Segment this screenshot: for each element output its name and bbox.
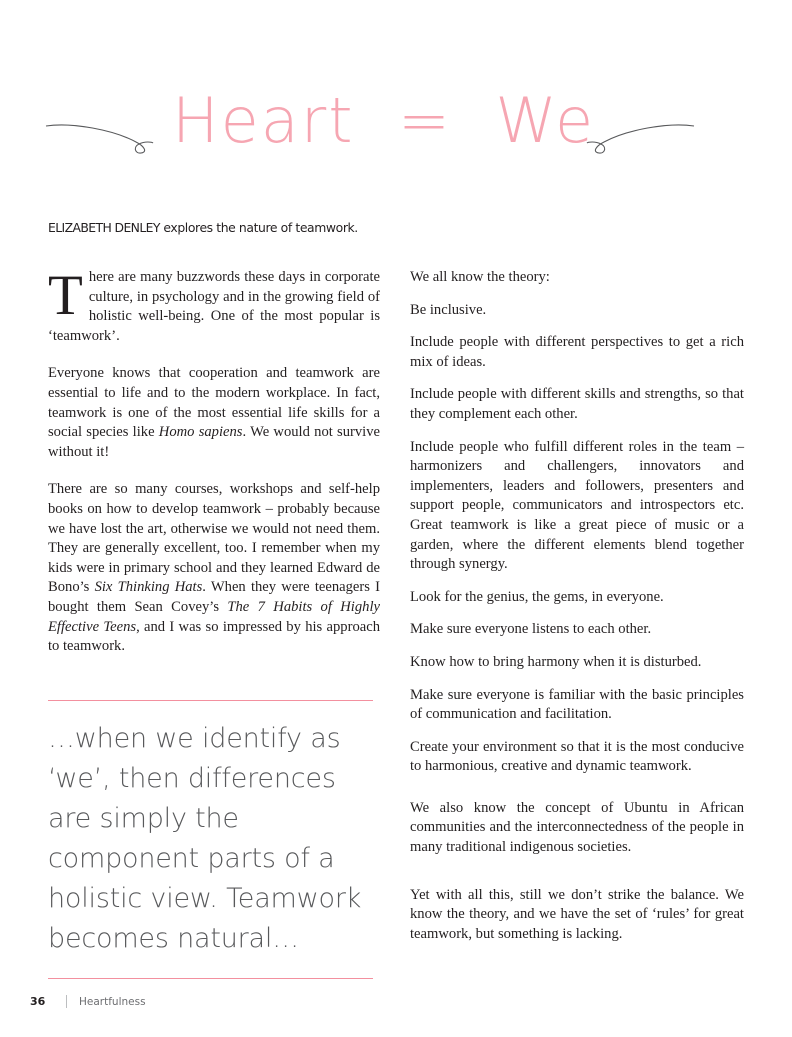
paragraph-text: Yet with all this, still we don’t strike the balance. We know the theory, and we have the set of ‘rules’ for great teamwork, but something is lacking. bbox=[410, 886, 744, 942]
author-name: ELIZABETH DENLEY bbox=[48, 220, 160, 235]
paragraph-text: Be inclusive. bbox=[410, 301, 487, 318]
pullquote-block bbox=[48, 700, 378, 959]
page-header bbox=[0, 46, 792, 156]
drop-cap: T bbox=[48, 264, 83, 327]
paragraph-text: Include people who fulfill different roles in the team – harmonizers and challengers, innovators and implementers, leaders and followers, presenters and support people, communicators and introspectors etc. Great teamwork is like a great piece of music or a garden, where the different elements blend together through synergy. bbox=[410, 438, 744, 573]
pullquote-text: …when we identify as ‘we’, then differences are simply the component parts of a holistic view. Teamwork becomes natural… bbox=[48, 723, 362, 954]
footer-divider bbox=[66, 995, 67, 1008]
italic-term: Homo sapiens bbox=[158, 424, 243, 441]
swirl-flourish-left-icon bbox=[44, 120, 154, 156]
right-column bbox=[410, 268, 744, 957]
paragraph-text: We also know the concept of Ubuntu in African communities and the interconnectedness of the people in many traditional indigenous societies. bbox=[410, 799, 744, 856]
page-title: Heart = We bbox=[172, 84, 596, 157]
page-number: 36 bbox=[30, 995, 46, 1008]
italic-term: Six Thinking Hats bbox=[94, 579, 203, 596]
paragraph-text: We all know the theory: bbox=[410, 269, 550, 285]
paragraph-text: Everyone knows that cooperation and teamwork are essential to life and to the modern workplace. In fact, teamwork is one of the most essential life skills for a social species like Homo sapiens. We would not survive without it! bbox=[48, 365, 380, 460]
page-footer bbox=[30, 995, 430, 1008]
paragraph-text: Create your environment so that it is the most conducive to harmonious, creative and dynamic teamwork. bbox=[410, 738, 744, 775]
swirl-flourish-right-icon bbox=[586, 120, 696, 156]
paragraph-text: Make sure everyone listens to each other. bbox=[410, 621, 652, 638]
paragraph-text: Make sure everyone is familiar with the basic principles of communication and facilitation. bbox=[410, 686, 744, 723]
publication-name: Heartfulness bbox=[79, 995, 146, 1008]
paragraph-intro bbox=[48, 264, 380, 346]
left-column bbox=[48, 264, 381, 675]
standfirst-rest: explores the nature of teamwork. bbox=[159, 220, 358, 235]
paragraph-text: here are many buzzwords these days in corporate culture, in psychology and in the growing field of holistic well-being. One of the most popular is ‘teamwork’. bbox=[48, 269, 380, 344]
paragraph-text: Look for the genius, the gems, in everyone. bbox=[410, 588, 664, 605]
pullquote-bottom-rule bbox=[48, 978, 373, 979]
paragraph-text: Include people with different perspectives to get a rich mix of ideas. bbox=[410, 334, 744, 370]
paragraph-text: There are so many courses, workshops and self-help books on how to develop teamwork – probably because we have lost the art, otherwise we would not need them. They are generally excellent, too. I remember when my kids were in primary school and they learned Edward de Bono’s Six Thinking Hats. When they were teenagers I bought them Sean Covey’s The 7 Habits of Highly Effective Teens, and I was so impressed by his approach to teamwork. bbox=[48, 481, 381, 655]
paragraph-text: Know how to bring harmony when it is disturbed. bbox=[410, 653, 702, 670]
italic-term: The 7 Habits of Highly Effective Teens bbox=[48, 598, 380, 635]
standfirst bbox=[48, 220, 468, 235]
paragraph-text: Include people with different skills and strengths, so that they complement each other. bbox=[410, 386, 744, 422]
